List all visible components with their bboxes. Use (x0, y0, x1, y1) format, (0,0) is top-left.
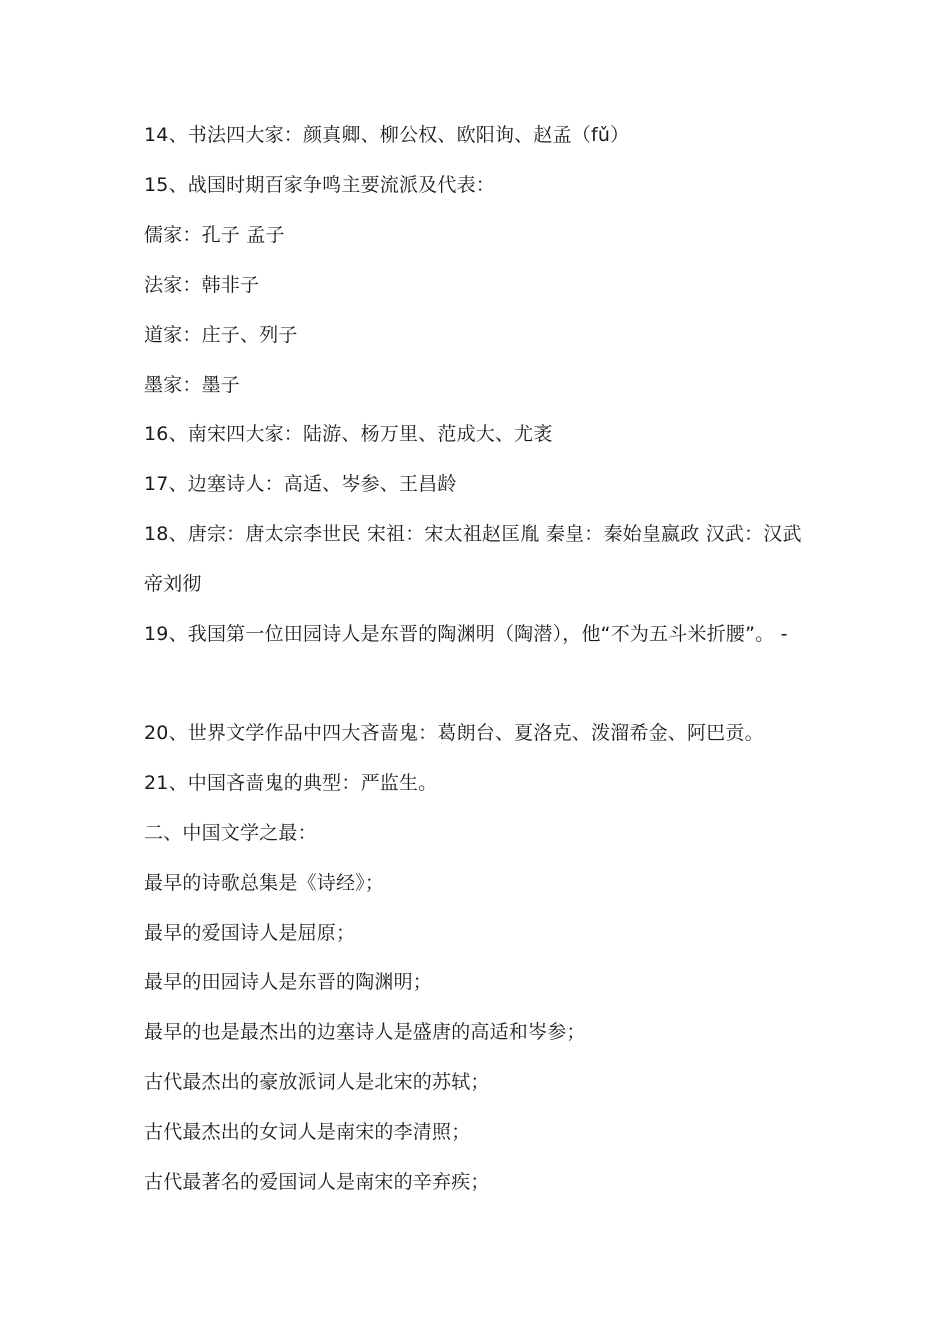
text-line: 法家：韩非子 (144, 274, 260, 296)
text-line: 16、南宋四大家：陆游、杨万里、范成大、尤袤 (144, 423, 553, 445)
text-line: 最早的田园诗人是东晋的陶渊明； (144, 971, 433, 993)
text-line: 古代最杰出的女词人是南宋的李清照； (144, 1121, 471, 1143)
text-line: 古代最杰出的豪放派词人是北宋的苏轼； (144, 1071, 490, 1093)
text-line: 道家：庄子、列子 (144, 324, 298, 346)
text-line: 21、中国吝啬鬼的典型：严监生。 (144, 772, 438, 794)
text-line: 15、战国时期百家争鸣主要流派及代表： (144, 174, 495, 196)
text-line: 最早的诗歌总集是《诗经》； (144, 872, 385, 894)
text-line: 17、边塞诗人：高适、岑参、王昌龄 (144, 473, 457, 495)
text-line: 最早的也是最杰出的边塞诗人是盛唐的高适和岑参； (144, 1021, 586, 1043)
text-line: 最早的爱国诗人是屈原； (144, 922, 356, 944)
text-line: 帝刘彻 (144, 573, 202, 595)
text-line: 20、世界文学作品中四大吝啬鬼：葛朗台、夏洛克、泼溜希金、阿巴贡。 (144, 722, 764, 744)
text-line: 古代最著名的爱国词人是南宋的辛弃疾； (144, 1171, 490, 1193)
text-line: 14、书法四大家：颜真卿、柳公权、欧阳询、赵孟（fǔ） (144, 124, 630, 146)
text-line: 18、唐宗：唐太宗李世民 宋祖：宋太祖赵匡胤 秦皇：秦始皇嬴政 汉武：汉武 (144, 523, 802, 545)
text-line: 儒家：孔子 孟子 (144, 224, 285, 246)
section-heading: 二、中国文学之最： (144, 822, 317, 844)
text-line: 19、我国第一位田园诗人是东晋的陶渊明（陶潜），他“不为五斗米折腰”。 - (144, 623, 788, 645)
text-line: 墨家：墨子 (144, 374, 241, 396)
